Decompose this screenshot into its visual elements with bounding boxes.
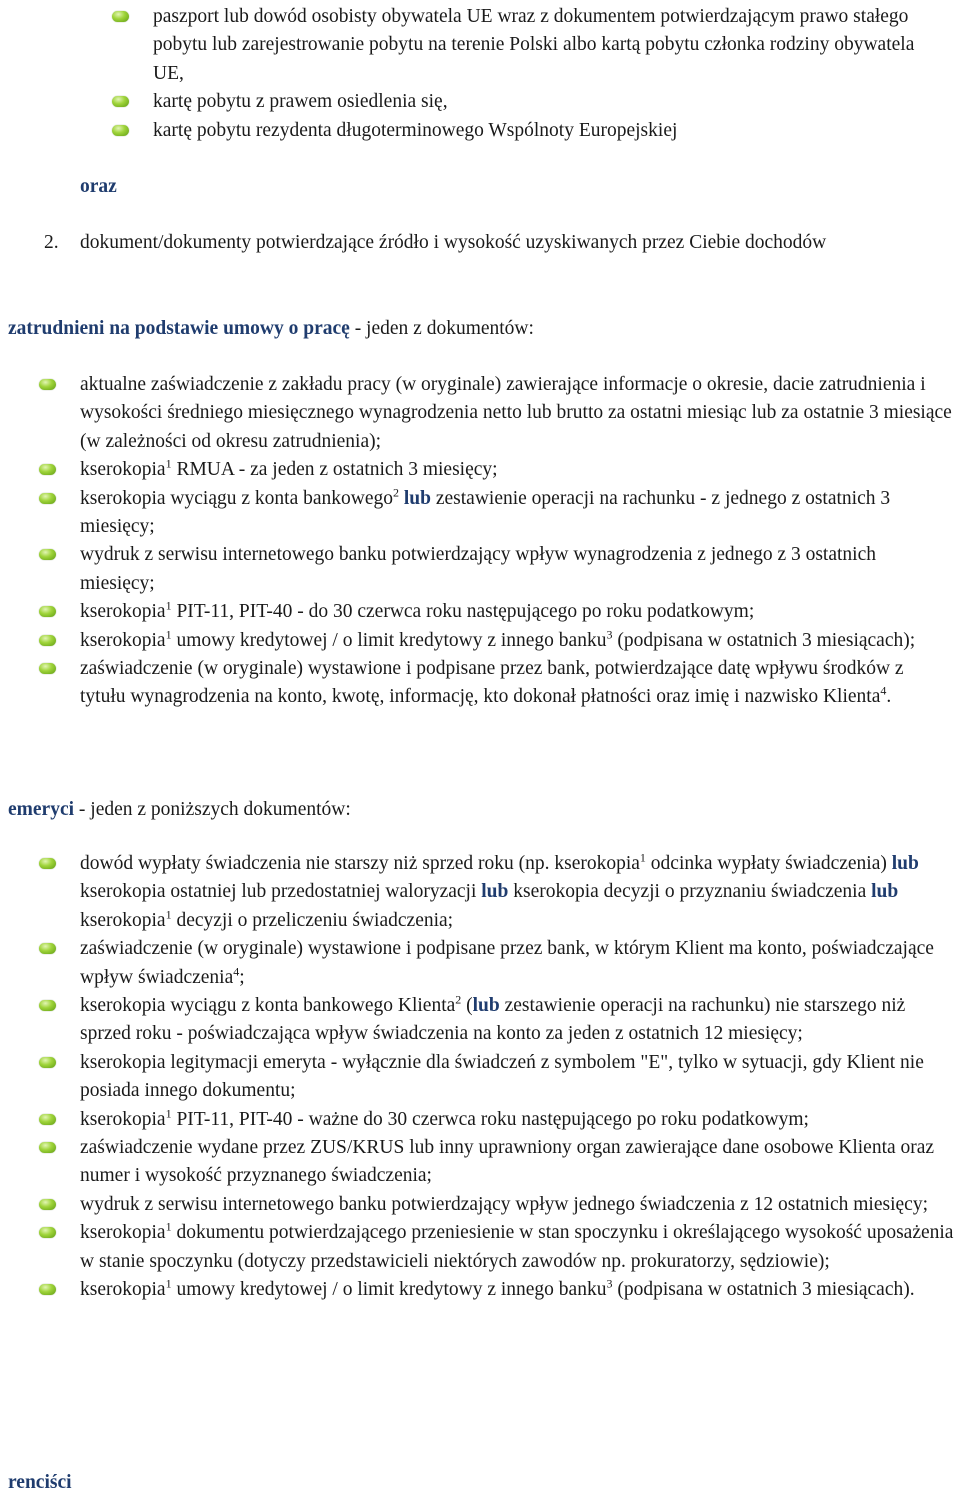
list-item [80, 850, 960, 935]
list-item [153, 3, 943, 88]
list-item [80, 1191, 960, 1219]
list-item [80, 371, 952, 456]
green-pill-bullet-icon [39, 379, 56, 390]
list-item-text: kserokopia wyciągu z konta bankowego Klienta [80, 995, 456, 1017]
list-item-text: kartę pobytu z prawem osiedlenia się, [153, 91, 448, 113]
green-pill-bullet-icon [39, 858, 56, 869]
list-item-text: kserokopia [80, 459, 166, 481]
footnote-marker: 3 [606, 1276, 613, 1291]
list-item-text: RMUA - za jeden z ostatnich 3 miesięcy; [171, 459, 498, 481]
list-item-text: aktualne zaświadczenie z zakładu pracy (w oryginale) zawierające informacje o okresie, dacie zatrudnienia i wysokości średniego miesięcznego wynagrodzenia netto lub brutto za ostatni miesiąc lub za ostatnie 3 miesiące (w zależności od okresu zatrudnienia); [80, 374, 952, 452]
footnote-marker: 2 [455, 992, 462, 1007]
green-pill-bullet-icon [39, 1057, 56, 1068]
list-item-text: kserokopia decyzji o przyznaniu świadczenia [508, 881, 872, 903]
footnote-marker: 1 [639, 850, 646, 865]
point-2-text: dokument/dokumenty potwierdzające źródło i wysokość uzyskiwanych przez Ciebie dochodów [80, 232, 827, 253]
footnote-marker: 4 [880, 683, 887, 698]
keyword-lub: lub [871, 881, 899, 903]
list-item [80, 1134, 960, 1191]
residence-documents-list [153, 3, 943, 145]
section-heading-retirees-label: emeryci [8, 799, 75, 820]
footnote-marker: 1 [165, 1276, 172, 1291]
green-pill-bullet-icon [39, 493, 56, 504]
section-heading-employed-suffix: - jeden z dokumentów: [349, 318, 534, 339]
footnote-marker: 1 [165, 1106, 172, 1121]
green-pill-bullet-icon [112, 125, 129, 136]
footnote-marker: 1 [165, 1219, 172, 1234]
list-item-text: kserokopia [80, 629, 166, 651]
green-pill-bullet-icon [39, 1000, 56, 1011]
list-item-text: kserokopia [80, 1108, 166, 1130]
list-item-text: zaświadczenie wydane przez ZUS/KRUS lub inny uprawniony organ zawierające dane osobowe Klienta oraz numer i wysokość przyznanego świadczenia; [80, 1137, 935, 1187]
list-item [153, 117, 943, 145]
green-pill-bullet-icon [39, 606, 56, 617]
footnote-marker: 2 [393, 485, 399, 500]
list-item-text: zaświadczenie (w oryginale) wystawione i podpisane przez bank, potwierdzające datę wpływu środków z tytułu wynagrodzenia na konto, kwotę, informację, kto dokonał płatności oraz imię i nazwisko Klienta [80, 658, 904, 708]
list-item-text: umowy kredytowej / o limit kredytowy z innego banku [171, 629, 607, 651]
list-item-text: zestawienie operacji na rachunku) nie starszego niż sprzed roku - poświadczająca wpływ świadczenia na konto za jeden z ostatnich 12 miesięcy; [80, 995, 906, 1045]
list-item-text: kserokopia wyciągu z konta bankowego [80, 487, 393, 509]
green-pill-bullet-icon [39, 1114, 56, 1125]
green-pill-bullet-icon [112, 11, 129, 22]
employed-documents-list [80, 371, 952, 712]
list-item [80, 1276, 960, 1304]
list-item-text: kserokopia [80, 909, 166, 931]
list-item-text: zestawienie operacji na rachunku - z jednego z ostatnich 3 miesięcy; [80, 487, 891, 538]
green-pill-bullet-icon [39, 549, 56, 560]
green-pill-bullet-icon [39, 464, 56, 475]
list-item [80, 456, 952, 484]
keyword-lub: lub [403, 487, 431, 509]
list-item [80, 598, 952, 626]
footnote-marker: 3 [606, 627, 613, 642]
list-item-text: kserokopia [80, 1279, 166, 1301]
list-item-text: kserokopia legitymacji emeryta - wyłącznie dla świadczeń z symbolem "E", tylko w sytuacji, gdy Klient nie posiada innego dokumentu; [80, 1051, 924, 1102]
green-pill-bullet-icon [39, 1199, 56, 1210]
footnote-marker: 1 [165, 598, 172, 613]
list-item-text: kserokopia [80, 1222, 166, 1244]
list-item-text: kartę pobytu rezydenta długoterminowego Wspólnoty Europejskiej [153, 119, 678, 141]
footnote-marker: 4 [233, 964, 240, 979]
footnote-marker: 1 [165, 907, 172, 922]
list-item [80, 935, 960, 992]
keyword-lub: lub [891, 853, 919, 874]
list-item-text: PIT-11, PIT-40 - ważne do 30 czerwca roku następującego po roku podatkowym; [171, 1108, 809, 1130]
list-item-text: (podpisana w ostatnich 3 miesiącach). [612, 1279, 915, 1301]
point-2-number: 2. [44, 232, 59, 253]
list-item [80, 992, 960, 1049]
list-item-text: dowód wypłaty świadczenia nie starszy niż sprzed roku (np. kserokopia [80, 853, 640, 874]
footnote-marker: 1 [165, 627, 172, 642]
green-pill-bullet-icon [39, 635, 56, 646]
keyword-lub: lub [481, 881, 509, 903]
list-item [80, 1049, 960, 1106]
green-pill-bullet-icon [39, 1284, 56, 1295]
list-item-text: wydruk z serwisu internetowego banku potwierdzający wpływ wynagrodzenia z jednego z 3 ostatnich miesięcy; [80, 544, 876, 594]
section-heading-employed [8, 315, 908, 343]
oraz-label: oraz [80, 176, 117, 197]
list-item [80, 627, 952, 655]
list-item-text: ; [239, 966, 245, 988]
list-item [153, 88, 943, 116]
list-item-text: wydruk z serwisu internetowego banku potwierdzający wpływ jednego świadczenia z 12 ostatnich miesięcy; [80, 1193, 928, 1215]
list-item [80, 1219, 960, 1276]
keyword-lub: lub [472, 995, 500, 1017]
list-item-text: kserokopia ostatniej lub przedostatniej waloryzacji [80, 881, 482, 903]
footnote-marker: 1 [165, 456, 172, 471]
list-item-text: zaświadczenie (w oryginale) wystawione i podpisane przez bank, w którym Klient ma konto, poświadczające wpływ świadczenia [80, 938, 934, 988]
list-item-text: umowy kredytowej / o limit kredytowy z innego banku [171, 1279, 607, 1301]
section-heading-retirees-suffix: - jeden z poniższych dokumentów: [74, 799, 351, 820]
list-item [80, 1106, 960, 1134]
list-item-text: decyzji o przeliczeniu świadczenia; [171, 909, 454, 931]
list-item [80, 485, 952, 542]
list-item-text: (podpisana w ostatnich 3 miesiącach); [612, 629, 916, 651]
list-item-text: dokumentu potwierdzającego przeniesienie w stan spoczynku i określającego wysokość uposażenia w stanie spoczynku (dotyczy przedstawicieli niektórych zawodów np. prokuratorzy, sędziowie); [80, 1222, 954, 1272]
section-heading-employed-label: zatrudnieni na podstawie umowy o pracę [8, 318, 350, 339]
section-heading-pensioners: renciści [8, 1472, 72, 1493]
section-heading-retirees [8, 796, 908, 824]
list-item-text: kserokopia [80, 601, 166, 623]
green-pill-bullet-icon [39, 1227, 56, 1238]
retirees-documents-list [80, 850, 960, 1305]
list-item [80, 655, 952, 712]
green-pill-bullet-icon [112, 96, 129, 107]
list-item-text: ( [461, 995, 473, 1017]
green-pill-bullet-icon [39, 943, 56, 954]
list-item-text: . [886, 686, 892, 708]
list-item-text: paszport lub dowód osobisty obywatela UE wraz z dokumentem potwierdzającym prawo stałego pobytu lub zarejestrowanie pobytu na terenie Polski albo kartą pobytu członka rodziny obywatela UE, [153, 6, 915, 84]
green-pill-bullet-icon [39, 1142, 56, 1153]
green-pill-bullet-icon [39, 663, 56, 674]
list-item-text: odcinka wypłaty świadczenia) [645, 853, 892, 874]
list-item-text: PIT-11, PIT-40 - do 30 czerwca roku następującego po roku podatkowym; [171, 601, 755, 623]
list-item [80, 541, 952, 598]
